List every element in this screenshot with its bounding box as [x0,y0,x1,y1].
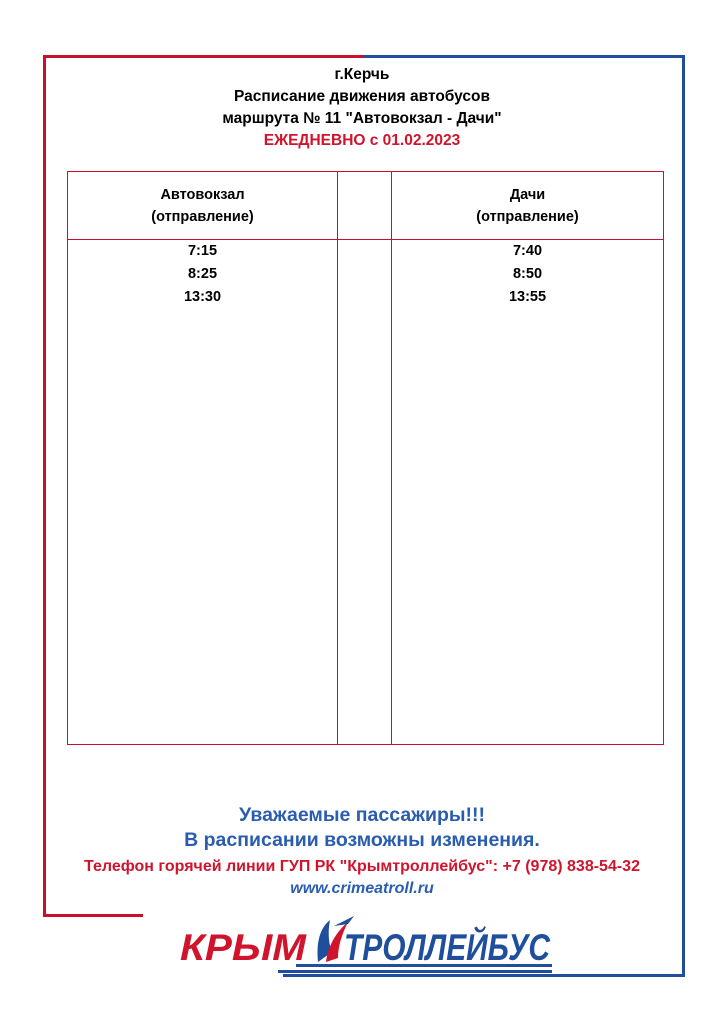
spacer-cell [338,240,392,745]
logo-word-trolleybus: ТРОЛЛЕЙБУС [344,927,599,968]
passenger-notice [0,803,724,900]
departure-time: 13:30 [183,289,222,305]
schedule-table [67,171,664,745]
departure-time: 8:25 [187,266,218,282]
schedule-title: Расписание движения автобусов [233,88,491,105]
hotline-text: Телефон горячей линии ГУП РК "Крымтроллейбус": +7 (978) 838-54-32 [84,858,640,875]
column-header-sub: (отправление) [476,208,579,225]
frame-border-red-top [43,55,363,58]
departure-time: 7:40 [512,243,543,259]
notice-greeting: Уважаемые пассажиры!!! [238,804,486,826]
table-body-row [68,240,664,745]
departure-time: 13:55 [508,289,547,305]
departures-avtovokzal [68,240,338,745]
frame-border-red-bottom [43,914,143,917]
column-header-name: Автовокзал [160,186,245,203]
logo-word-krym: КРЫМ [180,927,308,968]
notice-changes: В расписании возможны изменения. [184,829,540,851]
schedule-header [0,64,724,152]
route-name: маршрута № 11 "Автовокзал - Дачи" [222,110,502,127]
departure-time: 7:15 [187,243,218,259]
column-header-avtovokzal [68,172,338,240]
departures-dachi [392,240,664,745]
schedule-validity: ЕЖЕДНЕВНО с 01.02.2023 [263,132,461,149]
city-name: г.Керчь [334,66,390,83]
column-header-sub: (отправление) [151,208,254,225]
logo-stripe [278,970,552,973]
departure-time: 8:50 [512,266,543,282]
column-header-name: Дачи [509,186,546,203]
column-header-spacer [338,172,392,240]
website-link[interactable]: www.crimeatroll.ru [290,880,434,897]
krymtrolleybus-logo [178,912,599,982]
frame-border-red-left [43,55,46,917]
frame-border-blue-top [363,55,685,58]
table-header-row [68,172,664,240]
column-header-dachi [392,172,664,240]
